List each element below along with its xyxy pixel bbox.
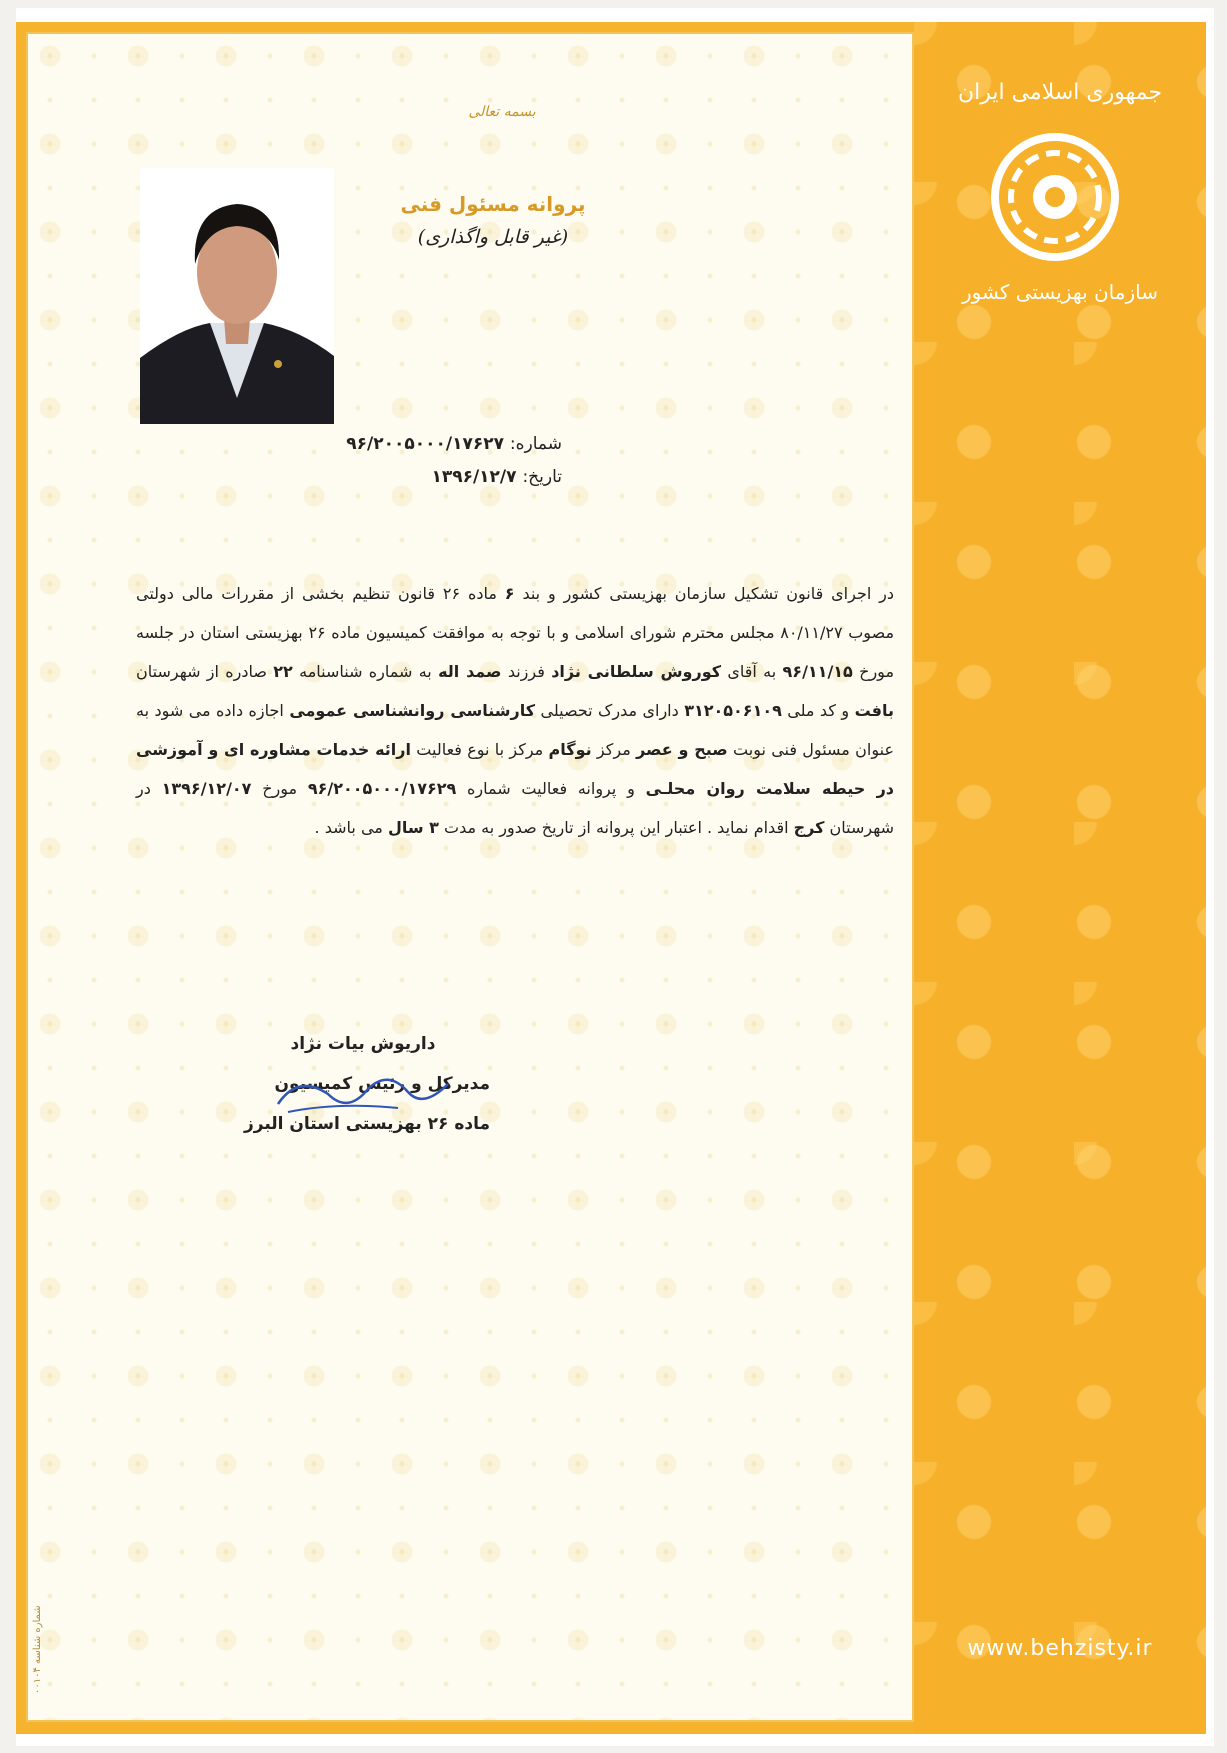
body-text: می باشد . <box>314 818 383 837</box>
body-text: به آقای <box>727 662 777 681</box>
document-sheet <box>16 8 1214 1746</box>
body-text: اقدام نماید . اعتبار این پروانه از تاریخ صدور به مدت <box>444 818 789 837</box>
form-code: شماره شناسه ۰۰۱۰۴ <box>32 1605 43 1694</box>
reference-number-row <box>346 428 562 461</box>
invocation-heading: بسمه تعالی <box>468 104 536 120</box>
body-text: در اجرای قانون تشکیل سازمان بهزیستی کشور و بند <box>522 584 895 603</box>
issue-city: بافت <box>854 701 894 720</box>
body-text: مرکز <box>596 740 631 759</box>
body-text: مرکز با نوع فعالیت <box>416 740 544 759</box>
website-link[interactable]: www.behzisty.ir <box>967 1636 1153 1661</box>
signer-position-2: ماده ۲۶ بهزیستی استان البرز <box>243 1114 490 1134</box>
meeting-date: ۹۶/۱۱/۱۵ <box>782 662 853 681</box>
body-text: و پروانه فعالیت شماره <box>467 779 635 798</box>
license-city: کرج <box>793 818 825 837</box>
date-value: ۱۳۹۶/۱۲/۷ <box>431 467 517 487</box>
content-panel <box>26 32 914 1722</box>
reference-block <box>346 428 562 494</box>
handwritten-signature <box>258 1064 458 1124</box>
body-text: ماده ۲۶ قانون تنظیم بخشی از مقررات مالی دولتی مصوب ۸۰/۱۱/۲۷ مجلس محترم شورای اسلامی و با توجه به موافقت کمیسیون ماده ۲۶ بهزیستی استان در جلسه مورخ <box>136 584 895 681</box>
signer-position-1: مدیرکل و رئیس کمیسیون <box>274 1074 490 1094</box>
activity-type: ارائه خدمات مشاوره ای و آموزشی در حیطه سلامت روان محلـی <box>136 740 894 798</box>
body-text: صادره از شهرستان <box>136 662 267 681</box>
certificate-frame <box>16 22 1206 1734</box>
body-text: اجازه داده می شود به عنوان مسئول فنی نوبت <box>136 701 894 759</box>
body-text: فرزند <box>507 662 545 681</box>
holder-name: کوروش سلطانی نژاد <box>551 662 722 681</box>
behzisti-emblem-icon <box>990 132 1120 262</box>
number-value: ۹۶/۲۰۰۵۰۰۰/۱۷۶۲۷ <box>346 434 504 454</box>
license-date: ۱۳۹۶/۱۲/۰۷ <box>161 779 252 798</box>
license-number: ۹۶/۲۰۰۵۰۰۰/۱۷۶۲۹ <box>307 779 457 798</box>
body-text: مورخ <box>262 779 298 798</box>
signer-name: داریوش بیات نژاد <box>290 1034 436 1054</box>
country-title: جمهوری اسلامی ایران <box>957 80 1163 105</box>
degree: کارشناسی روانشناسی عمومی <box>289 701 536 720</box>
body-text: و کد ملی <box>787 701 850 720</box>
reference-date-row <box>346 461 562 494</box>
organization-name: سازمان بهزیستی کشور <box>961 280 1158 304</box>
father-name: صمد اله <box>438 662 502 681</box>
certificate-subtitle: (غیر قابل واگذاری) <box>417 226 569 248</box>
date-label: تاریخ: <box>522 467 562 487</box>
center-name: نوگام <box>548 740 592 759</box>
number-label: شماره: <box>509 434 562 454</box>
certificate-title: پروانه مسئول فنی <box>400 192 586 216</box>
national-code: ۳۱۲۰۵۰۶۱۰۹ <box>684 701 782 720</box>
body-bold: ۶ <box>504 584 515 603</box>
title-block <box>358 192 628 248</box>
validity-period: ۳ سال <box>387 818 439 837</box>
shift: صبح و عصر <box>636 740 728 759</box>
id-number: ۲۲ <box>273 662 293 681</box>
body-text: در شهرستان <box>136 779 894 837</box>
sidebar-band <box>914 22 1206 1734</box>
certificate-body <box>136 574 894 847</box>
holder-photo <box>140 168 334 424</box>
body-text: به شماره شناسنامه <box>299 662 432 681</box>
body-text: دارای مدرک تحصیلی <box>540 701 679 720</box>
